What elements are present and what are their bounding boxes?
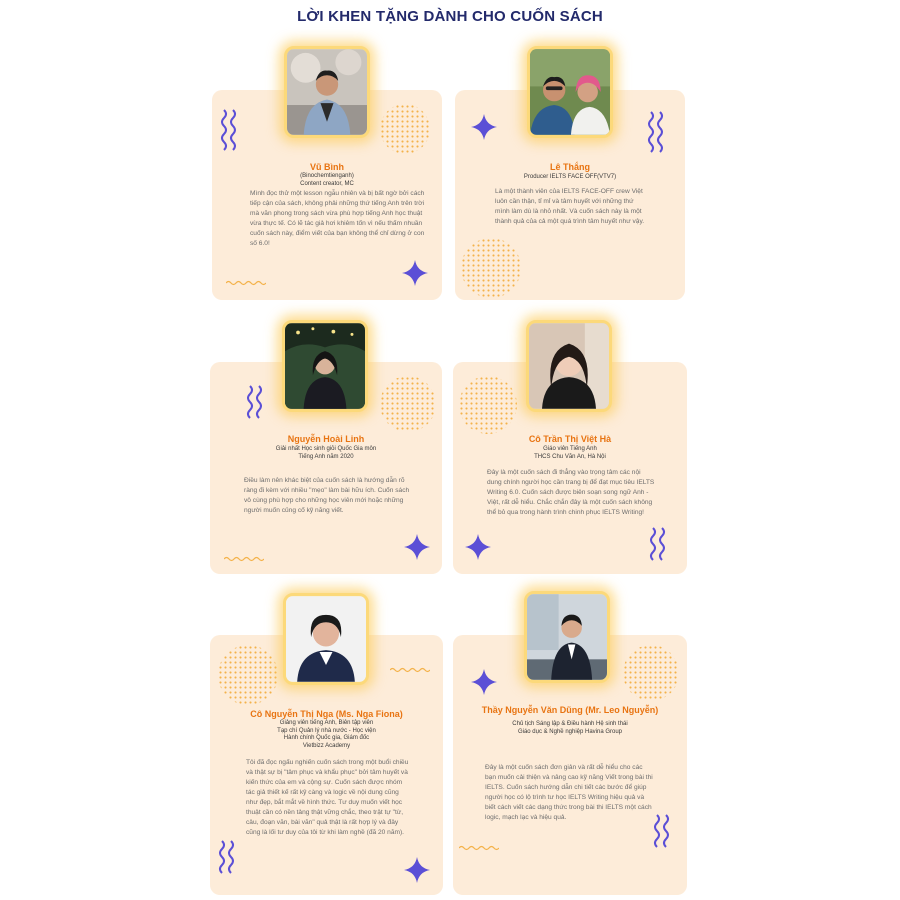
squiggle-line-icon bbox=[226, 280, 266, 286]
testimonial-name: Vũ Bình bbox=[310, 162, 344, 172]
dot-pattern bbox=[380, 376, 436, 432]
sparkle-star-icon bbox=[465, 534, 491, 560]
portrait-photo bbox=[527, 46, 613, 138]
testimonial-name: Cô Nguyễn Thị Nga (Ms. Nga Fiona) bbox=[250, 709, 403, 719]
sparkle-star-icon bbox=[471, 114, 497, 140]
portrait-photo bbox=[282, 320, 368, 412]
testimonial-role: Giáo viên Tiếng Anh THCS Chu Văn An, Hà Nội bbox=[534, 446, 606, 460]
testimonial-role: Chủ tịch Sáng lập & Điều hành Hệ sinh thái Giáo dục & Nghề nghiệp Havina Group bbox=[512, 721, 628, 735]
wave-decoration-icon bbox=[218, 839, 238, 879]
squiggle-line-icon bbox=[390, 667, 430, 673]
portrait-vu-binh bbox=[287, 49, 367, 135]
wave-decoration-icon bbox=[653, 813, 673, 853]
portrait-tran-thi-viet-ha bbox=[529, 323, 609, 409]
portrait-nguyen-van-dung bbox=[527, 594, 607, 680]
squiggle-line-icon bbox=[459, 845, 499, 851]
testimonial-quote: Điều làm nên khác biệt của cuốn sách là hướng dẫn rõ ràng đi kèm với nhiều "mẹo" làm bài hữu ích. Cuốn sách vô cùng phù hợp cho những học viên mới hoặc những người muốn củng cố kỹ năng viết. bbox=[244, 477, 410, 514]
portrait-photo bbox=[284, 46, 370, 138]
testimonial-role: Giảng viên tiếng Anh, Biên tập viên Tạp chí Quản lý nhà nước - Học viện Hành chính Quốc gia, Giám đốc Vietbizz Academy bbox=[277, 720, 376, 749]
testimonial-name: Thầy Nguyễn Văn Dũng (Mr. Leo Nguyễn) bbox=[481, 705, 659, 715]
dot-pattern bbox=[218, 645, 278, 705]
testimonial-role: (Binochemtienganh) Content creator, MC bbox=[300, 173, 354, 187]
portrait-nguyen-thi-nga bbox=[286, 596, 366, 682]
wave-decoration-icon bbox=[220, 108, 240, 154]
testimonial-name: Lê Thắng bbox=[550, 162, 590, 172]
testimonial-role: Producer IELTS FACE OFF(VTV7) bbox=[523, 174, 617, 180]
testimonial-quote: Đây là một cuốn sách đi thẳng vào trọng tâm các nội dung chính người học cần trang bị để đạt mục tiêu IELTS Writing 6.0. Cuốn sách được biên soạn song ngữ Anh - Việt, rất dễ hiểu. Chắc chắn đây là một cuốn sách không thể bỏ qua trong hành trình chinh phục IELTS Writing! bbox=[487, 469, 655, 516]
testimonial-name: Cô Trần Thị Việt Hà bbox=[528, 434, 612, 444]
testimonial-name: Nguyễn Hoài Linh bbox=[287, 434, 365, 444]
dot-pattern bbox=[380, 104, 430, 154]
dot-pattern bbox=[461, 238, 521, 298]
wave-decoration-icon bbox=[246, 384, 266, 424]
testimonial-quote: Mình đọc thử một lesson ngẫu nhiên và bị bất ngờ bởi cách tiếp cận của sách, không phải những thứ tiếng Anh trên trời mà văn phong trong sách vừa phù hợp tiếng Anh học thuật vừa thực tế. Có lẽ tác giả hơi khiêm tốn vì nếu thấm nhuần cuốn sách này, điểm viết của bạn không thể chỉ dừng ở con số 6.0! bbox=[250, 190, 425, 247]
sparkle-star-icon bbox=[404, 857, 430, 883]
portrait-photo bbox=[526, 320, 612, 412]
dot-pattern bbox=[623, 645, 679, 701]
sparkle-star-icon bbox=[471, 669, 497, 695]
portrait-nguyen-hoai-linh bbox=[285, 323, 365, 409]
testimonial-quote: Tôi đã đọc ngấu nghiến cuốn sách trong một buổi chiều và thật sự bị "tâm phục và khẩu phục" bởi tâm huyết và kiến thức của em và cộng sự. Cuốn sách được nhóm tác giả thiết kế rất kỹ càng và logic về nội dung cũng như đẹp, bắt mắt về hình thức. Tư duy muốn viết học thuật cần có nền tảng thật vững chắc, theo trật tự "từ, câu, đoạn văn, bài văn" quả thật là rất hợp lý và đây cũng là lối tư duy của tôi từ khi làm nghề (đã 20 năm). bbox=[246, 759, 409, 836]
testimonial-quote: Là một thành viên của IELTS FACE-OFF crew Việt luôn cần thận, tỉ mỉ và tâm huyết với những thứ mình làm dù là nhỏ nhất. Và cuốn sách này là một thành quả của cả một quá trình tâm huyết như vậy. bbox=[495, 188, 645, 225]
page-title: LỜI KHEN TẶNG DÀNH CHO CUỐN SÁCH bbox=[297, 8, 603, 25]
wave-decoration-icon bbox=[647, 110, 667, 156]
squiggle-line-icon bbox=[224, 556, 264, 562]
dot-pattern bbox=[459, 376, 517, 434]
wave-decoration-icon bbox=[649, 526, 669, 566]
testimonial-role: Giải nhất Học sinh giỏi Quốc Gia môn Tiếng Anh năm 2020 bbox=[275, 446, 377, 460]
portrait-photo bbox=[524, 591, 610, 683]
portrait-photo bbox=[283, 593, 369, 685]
testimonial-quote: Đây là một cuốn sách đơn giản và rất dễ hiểu cho các bạn muốn cải thiện và nâng cao kỹ năng Viết trong bài thi IELTS. Cuốn sách hướng dẫn chi tiết các bước để giúp người học có lộ trình tư học IELTS Writing hiệu quả và biết cách viết các dạng thức trong bài thi IELTS một cách logic, mạch lạc và hiệu quả. bbox=[485, 764, 653, 821]
sparkle-star-icon bbox=[404, 534, 430, 560]
portrait-le-thang bbox=[530, 49, 610, 135]
sparkle-star-icon bbox=[402, 260, 428, 286]
